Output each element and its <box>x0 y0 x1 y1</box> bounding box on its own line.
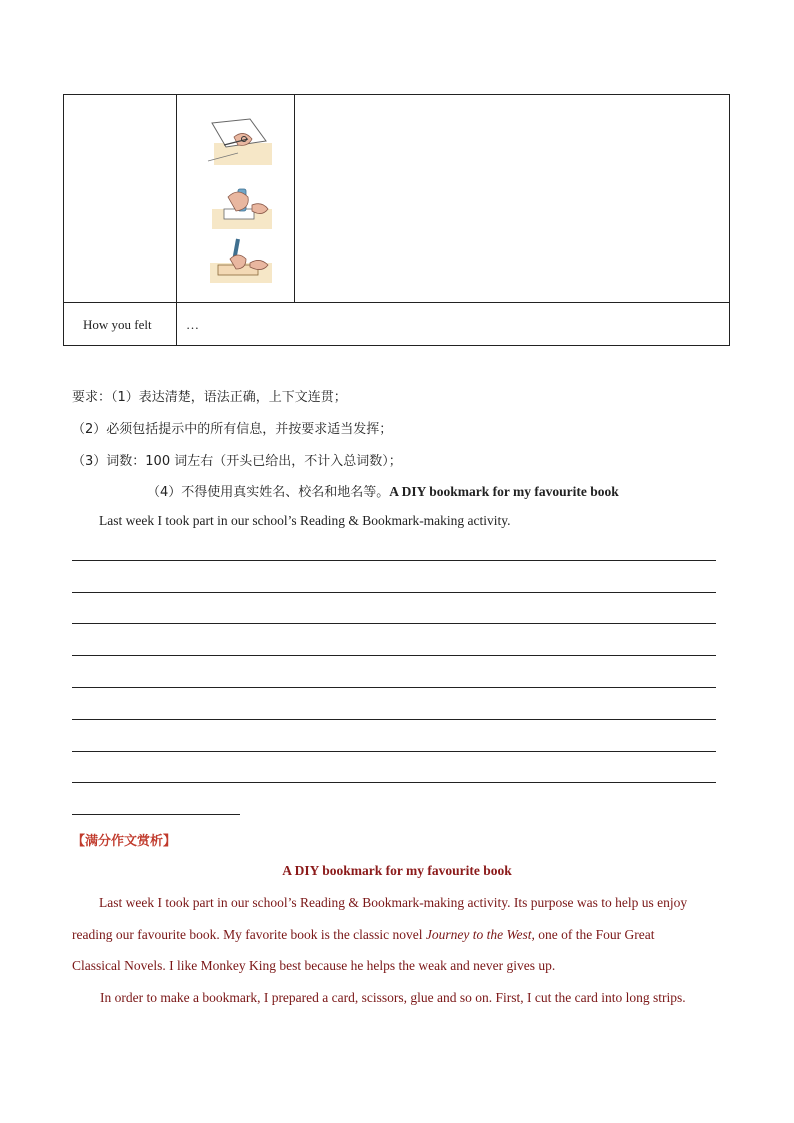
model-paragraph-2-line-1: In order to make a bookmark, I prepared a card, scissors, glue and so on. First, I cut the card into long strips. <box>100 990 686 1005</box>
table-divider <box>64 302 729 303</box>
row-value: … <box>186 317 199 332</box>
writing-line <box>72 655 716 656</box>
writing-line <box>72 687 716 688</box>
text-span: reading our favourite book. My favorite book is the classic novel <box>72 927 426 942</box>
writing-line <box>72 782 716 783</box>
model-paragraph-1-line-1: Last week I took part in our school’s Reading & Bookmark-making activity. Its purpose was to help us enjoy <box>99 895 688 910</box>
writing-line <box>72 560 716 561</box>
requirement-1: 要求：（1）表达清楚，语法正确，上下文连贯； <box>72 390 347 405</box>
steps-table <box>63 94 730 346</box>
writing-line-short <box>72 814 240 815</box>
table-divider <box>294 95 295 302</box>
drawing-picture <box>204 233 276 291</box>
model-title: A DIY bookmark for my favourite book <box>282 863 512 878</box>
gluing-picture <box>204 179 276 237</box>
text-span: one of the Four Great <box>534 927 655 942</box>
model-heading: 【满分作文赏析】 <box>72 834 177 849</box>
cutting-card-picture <box>204 115 276 173</box>
book-title: Journey to the West, <box>425 927 535 942</box>
writing-line <box>72 751 716 752</box>
requirement-2: （2）必须包括提示中的所有信息，并按要求适当发挥； <box>72 422 393 437</box>
writing-line <box>72 719 716 720</box>
row-label: How you felt <box>83 317 152 332</box>
writing-line <box>72 592 716 593</box>
requirement-4-text: （4）不得使用真实姓名、校名和地名等。 <box>147 485 390 500</box>
writing-line <box>72 623 716 624</box>
table-divider <box>176 95 177 345</box>
model-paragraph-1-line-2 <box>72 927 722 943</box>
requirement-3: （3）词数：100 词左右（开头已给出，不计入总词数）； <box>72 454 402 469</box>
essay-title: A DIY bookmark for my favourite book <box>389 484 619 499</box>
essay-opening: Last week I took part in our school’s Reading & Bookmark-making activity. <box>99 513 511 528</box>
requirement-4 <box>147 481 619 501</box>
model-paragraph-1-line-3: Classical Novels. I like Monkey King best because he helps the weak and never gives up. <box>72 958 556 973</box>
